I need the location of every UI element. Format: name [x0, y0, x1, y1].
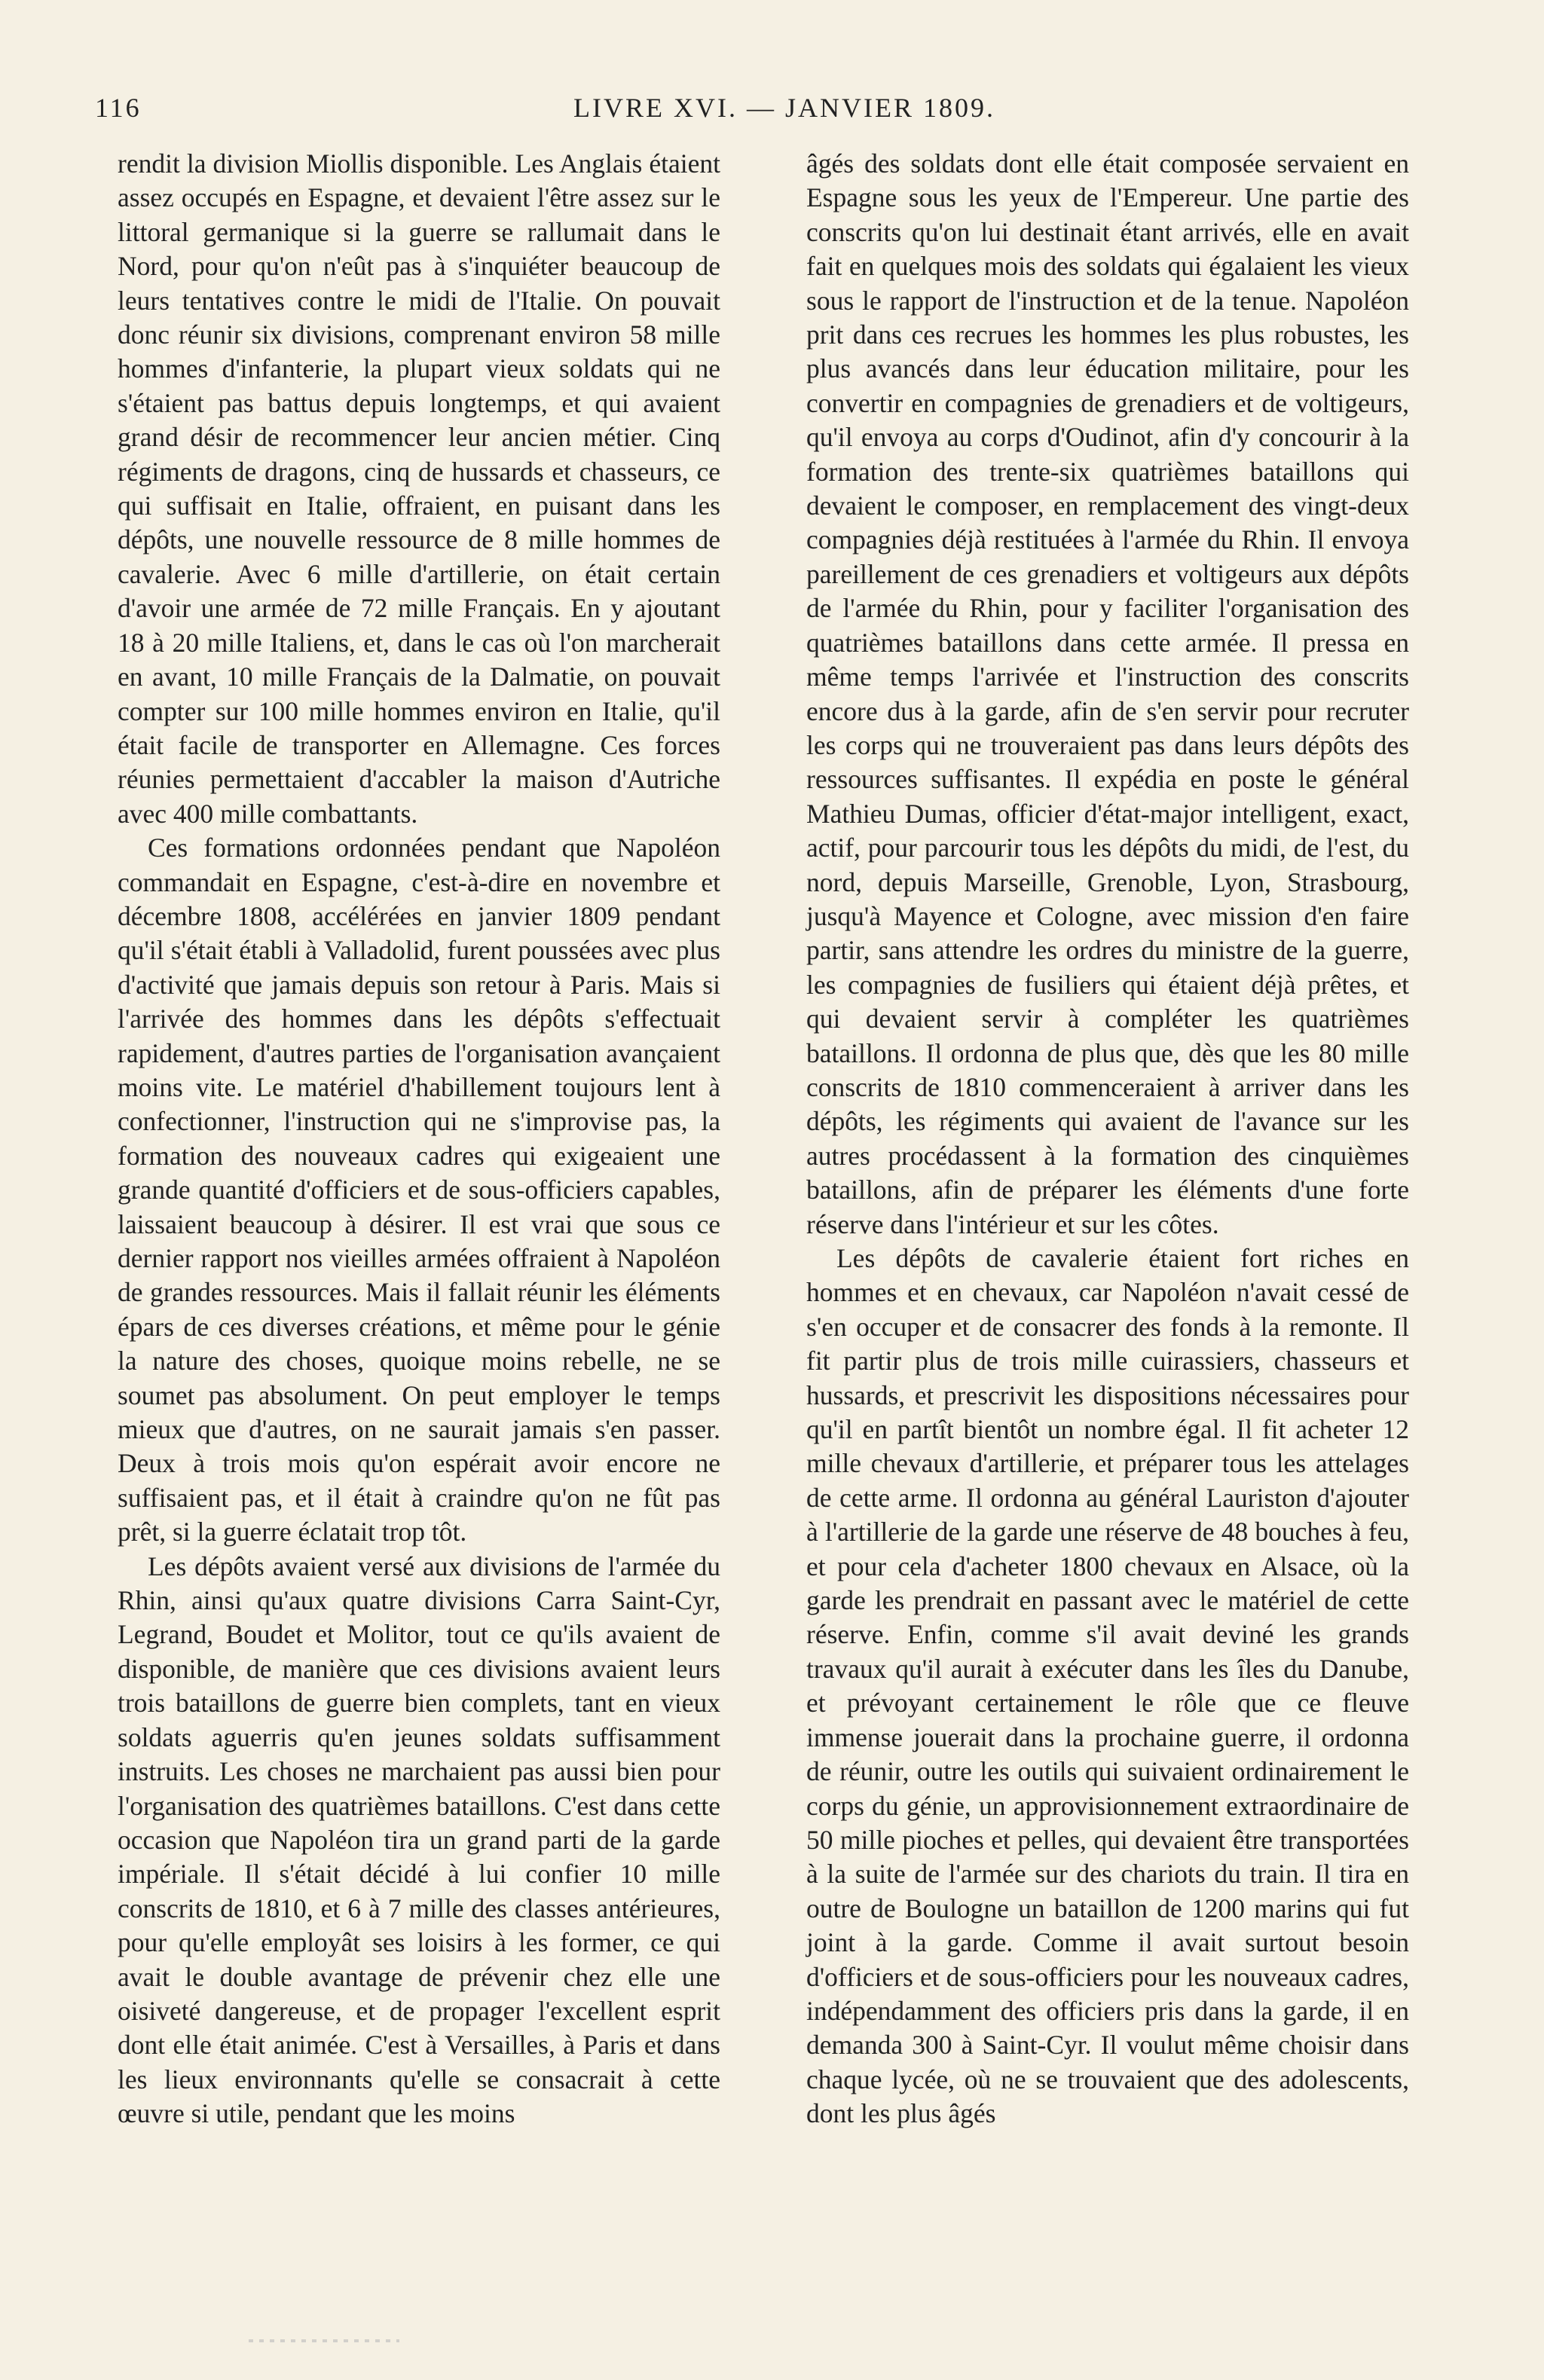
page-header	[95, 92, 1474, 130]
paragraph: Les dépôts de cavalerie étaient fort riches en hommes et en chevaux, car Napoléon n'avait cessé de s'en occuper et de consacrer des fonds à la remonte. Il fit partir plus de trois mille cuirassiers, chasseurs et hussards, et prescrivit les dispositions nécessaires pour qu'il en partît bientôt un nombre égal. Il fit acheter 12 mille chevaux d'artillerie, et préparer tous les attelages de cette arme. Il ordonna au général Lauriston d'ajouter à l'artillerie de la garde une réserve de 48 bouches à feu, et pour cela d'acheter 1800 chevaux en Alsace, où la garde les prendrait en passant avec le matériel de cette réserve. Enfin, comme s'il avait deviné les grands travaux qu'il aurait à exécuter dans les îles du Danube, et prévoyant certainement le rôle que ce fleuve immense jouerait dans la prochaine guerre, il ordonna de réunir, outre les outils qui suivaient ordinairement le corps du génie, un approvisionnement extraordinaire de 50 mille pioches et pelles, qui devaient être transportées à la suite de l'armée sur des chariots du train. Il tira en outre de Boulogne un bataillon de 1200 marins qui fut joint à la garde. Comme il avait surtout besoin d'officiers et de sous-officiers pour les nouveaux cadres, indépendamment des officiers pris dans la garde, il en demanda 300 à Saint-Cyr. Il voulut même choisir dans chaque lycée, où ne se trouvaient que des adolescents, dont les plus âgés	[806, 1243, 1409, 2129]
page-number: 116	[95, 93, 142, 123]
paragraph: rendit la division Miollis disponible. Les Anglais étaient assez occupés en Espagne, et devaient l'être assez sur le littoral germanique si la guerre se rallumait dans le Nord, pour qu'on n'eût pas à s'inquiéter beaucoup de leurs tentatives contre le midi de l'Italie. On pouvait donc réunir six divisions, comprenant environ 58 mille hommes d'infanterie, la plupart vieux soldats qui ne s'étaient pas battus depuis longtemps, et qui avaient grand désir de recommencer leur ancien métier. Cinq régiments de dragons, cinq de hussards et chasseurs, ce qui suffisait en Italie, offraient, en puisant dans les dépôts, une nouvelle ressource de 8 mille hommes de cavalerie. Avec 6 mille d'artillerie, on était certain d'avoir une armée de 72 mille Français. En y ajoutant 18 à 20 mille Italiens, et, dans le cas où l'on marcherait en avant, 10 mille Français de la Dalmatie, on pouvait compter sur 100 mille hommes environ en Italie, qu'il était facile de transporter en Allemagne. Ces forces réunies permettaient d'accabler la maison d'Autriche avec 400 mille combattants.	[118, 148, 720, 829]
running-title: LIVRE XVI. — JANVIER 1809.	[573, 93, 995, 123]
right-column	[806, 147, 1409, 2131]
paragraph: âgés des soldats dont elle était composée servaient en Espagne sous les yeux de l'Empereur. Une partie des conscrits qu'on lui destinait étant arrivés, elle en avait fait en quelques mois des soldats qui égalaient les vieux sous le rapport de l'instruction et de la tenue. Napoléon prit dans ces recrues les hommes les plus robustes, les plus avancés dans leur éducation militaire, pour les convertir en compagnies de grenadiers et de voltigeurs, qu'il envoya au corps d'Oudinot, afin d'y concourir à la formation des trente-six quatrièmes bataillons qui devaient le composer, en remplacement des vingt-deux compagnies déjà restituées à l'armée du Rhin. Il envoya pareillement de ces grenadiers et voltigeurs aux dépôts de l'armée du Rhin, pour y faciliter l'organisation des quatrièmes bataillons dans cette armée. Il pressa en même temps l'arrivée et l'instruction des conscrits encore dus à la garde, afin de s'en servir pour recruter les corps qui ne trouveraient pas dans leurs dépôts des ressources suffisantes. Il expédia en poste le général Mathieu Dumas, officier d'état-major intelligent, exact, actif, pour parcourir tous les dépôts du midi, de l'est, du nord, depuis Marseille, Grenoble, Lyon, Strasbourg, jusqu'à Mayence et Cologne, avec mission d'en faire partir, sans attendre les ordres du ministre de la guerre, les compagnies de fusiliers qui étaient déjà prêtes, et qui devaient servir à compléter les quatrièmes bataillons. Il ordonna de plus que, dès que les 80 mille conscrits de 1810 commenceraient à arriver dans les dépôts, les régiments qui avaient de l'avance sur les autres procédassent à la formation des cinquièmes bataillons, afin de préparer les éléments d'une forte réserve dans l'intérieur et sur les côtes.	[806, 148, 1409, 1239]
paragraph: Ces formations ordonnées pendant que Napoléon commandait en Espagne, c'est-à-dire en novembre et décembre 1808, accélérées en janvier 1809 pendant qu'il s'était établi à Valladolid, furent poussées avec plus d'activité que jamais depuis son retour à Paris. Mais si l'arrivée des hommes dans les dépôts s'effectuait rapidement, d'autres parties de l'organisation avançaient moins vite. Le matériel d'habillement toujours lent à confectionner, l'instruction qui ne s'improvise pas, la formation des nouveaux cadres qui exigeaient une grande quantité d'officiers et de sous-officiers capables, laissaient beaucoup à désirer. Il est vrai que sous ce dernier rapport nos vieilles armées offraient à Napoléon de grandes ressources. Mais il fallait réunir les éléments épars de ces diverses créations, et même pour le génie la nature des choses, quoique moins rebelle, ne se soumet pas absolument. On peut employer le temps mieux que d'autres, on ne saurait jamais s'en passer. Deux à trois mois qu'on espérait avoir encore ne suffisaient pas, et il était à craindre qu'on ne fût pas prêt, si la guerre éclatait trop tôt.	[118, 833, 720, 1547]
paragraph: Les dépôts avaient versé aux divisions de l'armée du Rhin, ainsi qu'aux quatre divisions Carra Saint-Cyr, Legrand, Boudet et Molitor, tout ce qu'ils avaient de disponible, de manière que ces divisions avaient leurs trois bataillons de guerre bien complets, tant en vieux soldats aguerris qu'en jeunes soldats suffisamment instruits. Les choses ne marchaient pas aussi bien pour l'organisation des quatrièmes bataillons. C'est dans cette occasion que Napoléon tira un grand parti de la garde impériale. Il s'était décidé à lui confier 10 mille conscrits de 1810, et 6 à 7 mille des classes antérieures, pour qu'elle employât ses loisirs à les former, ce qui avait le double avantage de prévenir chez elle une oisiveté dangereuse, et de propager l'excellent esprit dont elle était animée. C'est à Versailles, à Paris et dans les lieux environnants qu'elle se consacrait à cette œuvre si utile, pendant que les moins	[118, 1551, 720, 2129]
print-smudge	[249, 2339, 399, 2342]
left-column	[118, 147, 720, 2131]
